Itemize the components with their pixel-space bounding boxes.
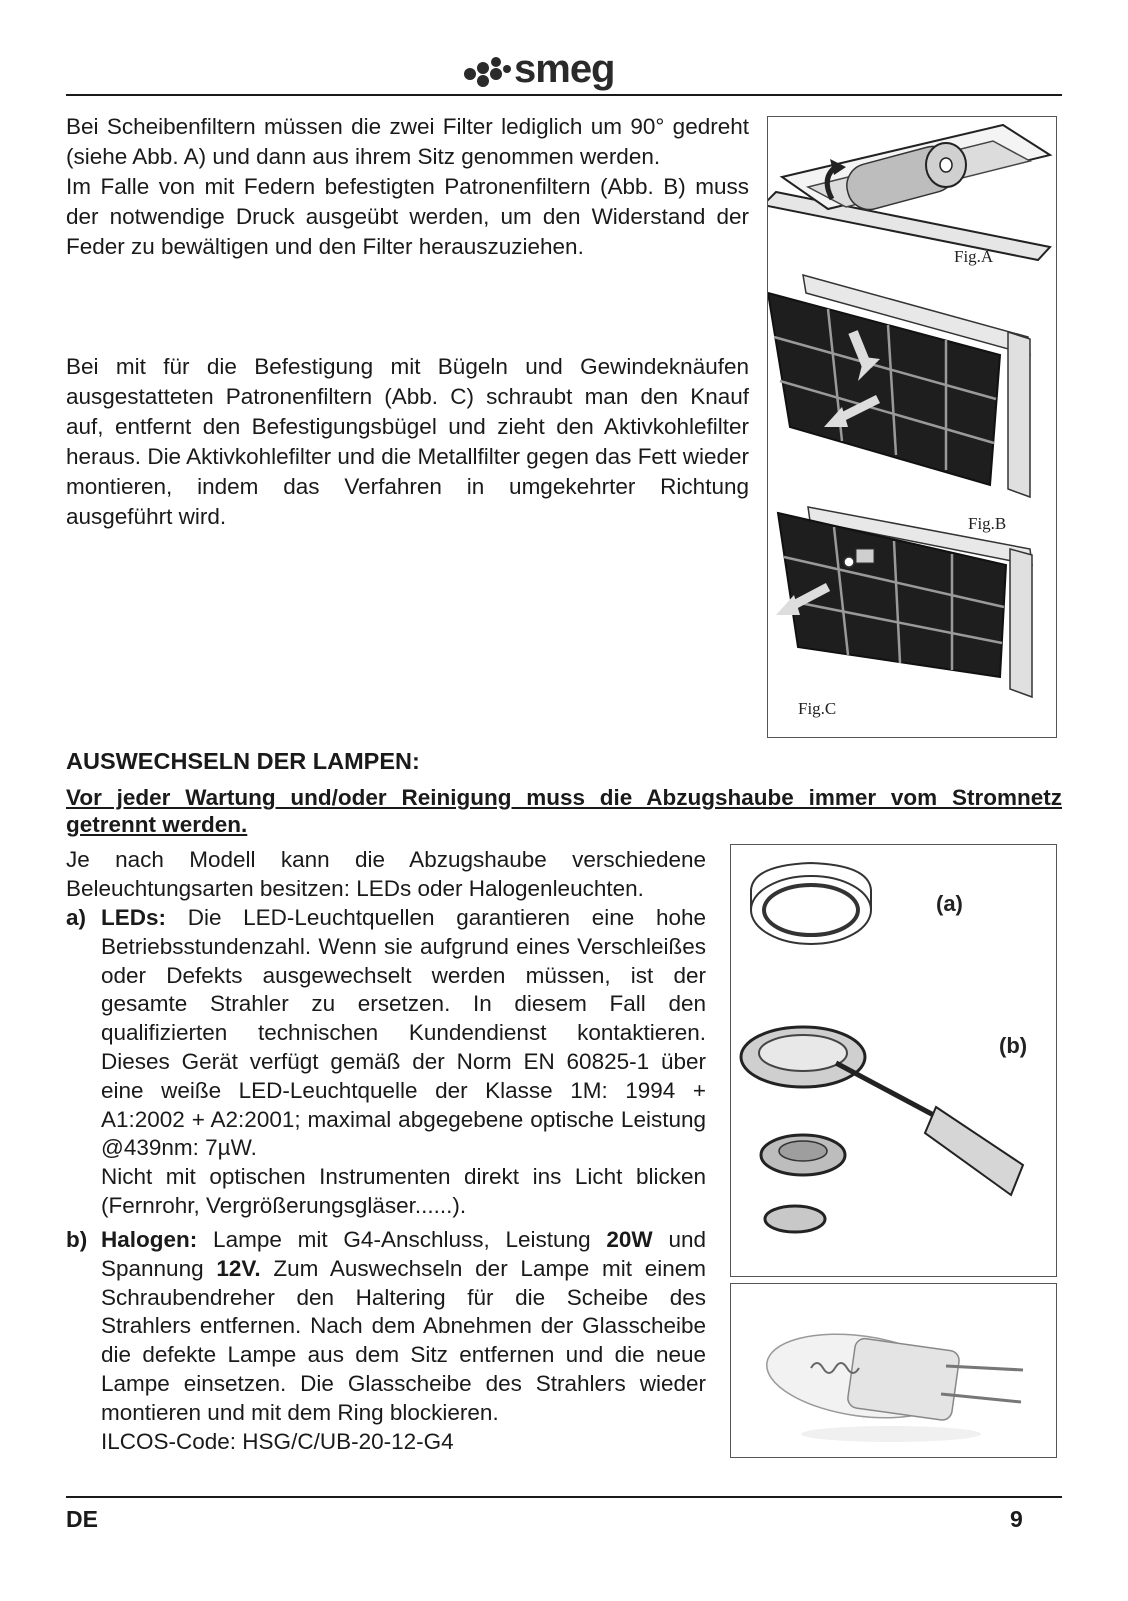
- filter-text-disc: Bei Scheibenfiltern müssen die zwei Filter lediglich um 90° gedreht (siehe Abb. A) und dann aus ihrem Sitz genommen werden.: [66, 114, 749, 169]
- halogen-title: Halogen:: [101, 1227, 198, 1252]
- label-a: (a): [936, 891, 963, 916]
- halogen-body: [101, 1226, 706, 1456]
- filter-text-spring: Im Falle von mit Federn befestigten Patronenfiltern (Abb. B) muss der notwendige Druck ausgeübt werden, um den Widerstand der Feder zu bewältigen und den Filter herauszuziehen.: [66, 174, 749, 259]
- halogen-text-2: und Spannung: [101, 1227, 707, 1281]
- filter-figure: [767, 116, 1057, 738]
- smeg-logo: [462, 44, 662, 94]
- led-ring-drawing: [751, 863, 871, 944]
- list-marker-a: a): [66, 905, 87, 930]
- filter-paragraph-1: [66, 112, 749, 262]
- lamps-intro: Je nach Modell kann die Abzugshaube verschiedene Beleuchtungsarten besitzen: LEDs oder Halogenleuchten.: [66, 847, 706, 901]
- footer-language: DE: [66, 1506, 98, 1532]
- halogen-spot-drawing: [741, 1027, 1023, 1232]
- halogen-power: 20W: [606, 1227, 653, 1252]
- leds-title: LEDs:: [101, 905, 167, 930]
- page-number: 9: [1010, 1506, 1023, 1532]
- filter-illustration: [768, 117, 1055, 736]
- fig-c-label: Fig.C: [798, 699, 837, 718]
- halogen-text-1: Lampe mit G4-Anschluss, Leistung: [197, 1227, 607, 1252]
- footer-rule: [66, 1496, 1062, 1498]
- fig-b-label: Fig.B: [968, 514, 1007, 533]
- label-b: (b): [999, 1033, 1028, 1058]
- halogen-bulb-illustration: [731, 1284, 1055, 1456]
- halogen-text-3: Zum Auswechseln der Lampe mit einem Schraubendreher den Haltering für die Scheibe des Strahlers entfernen. Nach dem Abnehmen der Glasscheibe die defekte Lampe aus dem Sitz entfernen und die neue Lampe einsetzen. Die Glasscheibe des Strahlers wieder montieren und mit dem Ring blockieren.: [101, 1255, 706, 1425]
- header-rule: [66, 94, 1062, 96]
- fig-c-drawing: [776, 507, 1032, 697]
- list-item-leds: [66, 904, 706, 1221]
- led-figure: [730, 844, 1057, 1277]
- fig-a-label: Fig.A: [954, 247, 994, 266]
- leds-body: [101, 904, 706, 1221]
- halogen-bulb-figure: [730, 1283, 1057, 1458]
- fig-a-drawing: [768, 125, 1050, 260]
- leds-text: Die LED-Leuchtquellen garantieren eine hohe Betriebsstundenzahl. Wenn sie aufgrund eines Verschleißes oder Defekts ausgewechselt werden müssen, ist der gesamte Strahler zu ersetzen. In diesem Fall den qualifizierten technischen Kundendienst kontaktieren. Dieses Gerät verfügt gemäß der Norm EN 60825-1 über eine weiße LED-Leuchtquelle der Klasse 1M: 1994 + A1:2002 + A2:2001; maximal abgegebene optische Leistung @439nm: 7µW.: [101, 905, 706, 1161]
- list-marker-b: b): [66, 1227, 88, 1252]
- safety-warning: Vor jeder Wartung und/oder Reinigung muss die Abzugshaube immer vom Stromnetz getrennt werden.: [66, 785, 1062, 837]
- filter-paragraph-2: Bei mit für die Befestigung mit Bügeln und Gewindeknäufen ausgestatteten Patronenfiltern (Abb. C) schraubt man den Knauf auf, entfernt den Befestigungsbügel und zieht den Aktivkohlefilter heraus. Die Aktivkohlefilter und die Metallfilter gegen das Fett wieder montieren, indem das Verfahren in umgekehrter Richtung ausgeführt wird.: [66, 354, 749, 529]
- bulb-drawing: [761, 1323, 1023, 1442]
- halogen-voltage: 12V.: [216, 1255, 261, 1281]
- leds-warning-text: Nicht mit optischen Instrumenten direkt ins Licht blicken (Fernrohr, Vergrößerungsgläser......).: [101, 1164, 706, 1218]
- section-title-lamps: AUSWECHSELN DER LAMPEN:: [66, 748, 420, 774]
- brand-name: smeg: [514, 47, 615, 91]
- fig-b-drawing: [768, 275, 1030, 497]
- list-item-halogen: [66, 1226, 706, 1456]
- led-illustration: [731, 845, 1055, 1275]
- ilcos-code: ILCOS-Code: HSG/C/UB-20-12-G4: [101, 1428, 454, 1454]
